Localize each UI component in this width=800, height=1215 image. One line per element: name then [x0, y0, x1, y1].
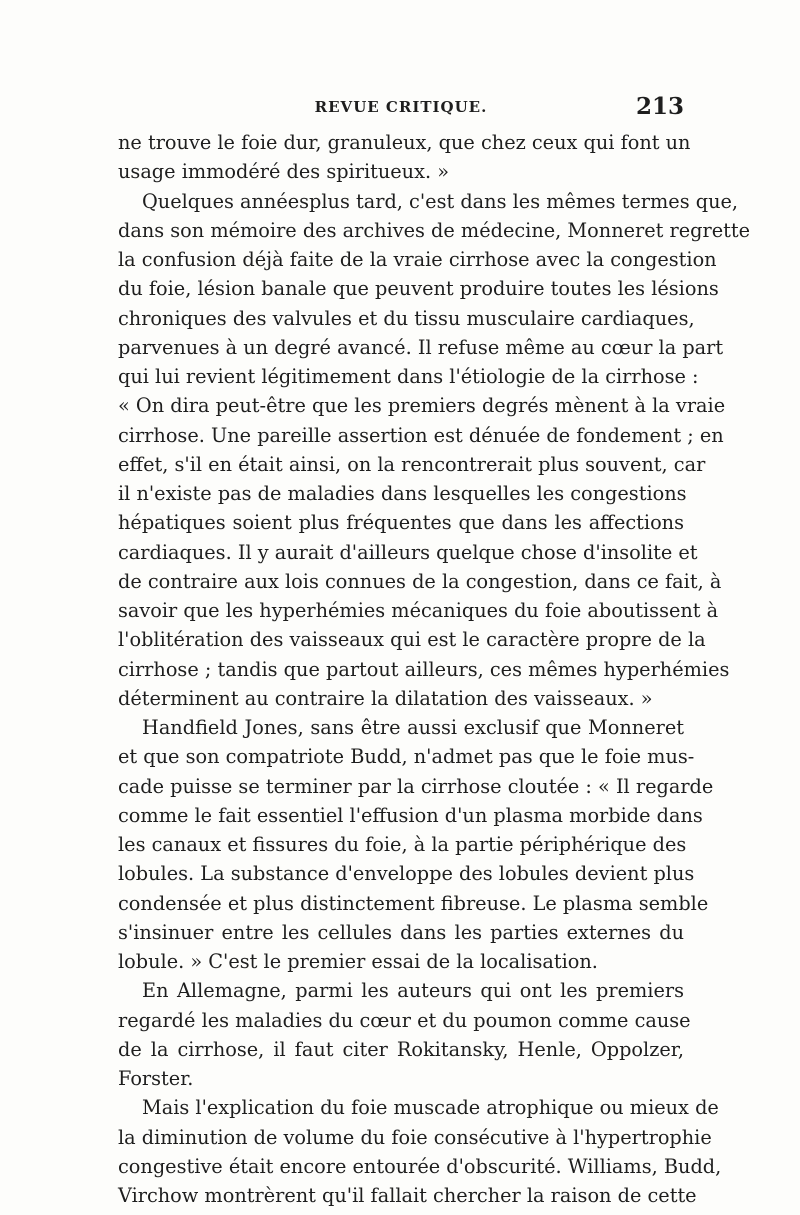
- text-line: « On dira peut-être que les premiers degrés mènent à la vraie: [118, 394, 726, 418]
- text-line: hépatiques soient plus fréquentes que dans les affections: [118, 511, 684, 535]
- body-text: [118, 128, 751, 1210]
- text-line: déterminent au contraire la dilatation des vaisseaux. »: [118, 686, 653, 710]
- text-line: cade puisse se terminer par la cirrhose cloutée : « Il regarde: [118, 774, 714, 798]
- text-line: cirrhose. Une pareille assertion est dénuée de fondement ; en: [118, 423, 724, 447]
- text-line: comme le fait essentiel l'effusion d'un plasma morbide dans: [118, 803, 703, 827]
- text-line: savoir que les hyperhémies mécaniques du foie aboutissent à: [118, 599, 719, 622]
- text-line: dans son mémoire des archives de médecine, Monneret regrette: [118, 218, 751, 242]
- text-line: ne trouve le foie dur, granuleux, que chez ceux qui font un: [118, 131, 691, 154]
- text-line: Handfield Jones, sans être aussi exclusif que Monneret: [142, 716, 684, 739]
- text-line: et que son compatriote Budd, n'admet pas que le foie mus-: [118, 745, 695, 769]
- running-title: REVUE CRITIQUE.: [314, 98, 488, 116]
- text-line: En Allemagne, parmi les auteurs qui ont les premiers: [142, 979, 684, 1003]
- text-line: qui lui revient légitimement dans l'étiologie de la cirrhose :: [118, 365, 699, 388]
- text-line: congestive était encore entourée d'obscurité. Williams, Budd,: [118, 1154, 722, 1178]
- text-line: chroniques des valvules et du tissu musculaire cardiaques,: [118, 306, 695, 330]
- page-number: 213: [635, 93, 684, 120]
- text-line: condensée et plus distinctement fibreuse. Le plasma semble: [118, 891, 709, 915]
- text-line: de la cirrhose, il faut citer Rokitansky, Henle, Oppolzer,: [118, 1037, 684, 1061]
- text-line: Quelques annéesplus tard, c'est dans les mêmes termes que,: [142, 189, 739, 213]
- text-line: regardé les maladies du cœur et du poumon comme cause: [118, 1008, 691, 1032]
- text-line: l'oblitération des vaisseaux qui est le caractère propre de la: [118, 628, 706, 652]
- text-line: Mais l'explication du foie muscade atrophique ou mieux de: [142, 1096, 719, 1120]
- text-line: la confusion déjà faite de la vraie cirrhose avec la congestion: [118, 248, 717, 271]
- text-line: s'insinuer entre les cellules dans les parties externes du: [118, 920, 684, 944]
- text-line: Forster.: [118, 1067, 194, 1090]
- text-line: usage immodéré des spiritueux. »: [118, 160, 450, 184]
- text-line: il n'existe pas de maladies dans lesquelles les congestions: [118, 482, 687, 505]
- text-line: la diminution de volume du foie consécutive à l'hypertrophie: [118, 1125, 712, 1149]
- text-line: cardiaques. Il y aurait d'ailleurs quelque chose d'insolite et: [118, 540, 698, 564]
- text-line: effet, s'il en était ainsi, on la rencontrerait plus souvent, car: [118, 452, 706, 476]
- page-header: [118, 93, 684, 126]
- text-line: les canaux et fissures du foie, à la partie périphérique des: [118, 833, 687, 856]
- text-line: Virchow montrèrent qu'il fallait chercher la raison de cette: [118, 1184, 697, 1207]
- text-line: cirrhose ; tandis que partout ailleurs, ces mêmes hyperhémies: [118, 657, 730, 681]
- text-line: de contraire aux lois connues de la congestion, dans ce fait, à: [118, 569, 722, 593]
- text-line: du foie, lésion banale que peuvent produire toutes les lésions: [118, 277, 719, 301]
- text-line: lobules. La substance d'enveloppe des lobules devient plus: [118, 862, 695, 886]
- text-line: lobule. » C'est le premier essai de la localisation.: [118, 950, 598, 973]
- text-line: parvenues à un degré avancé. Il refuse même au cœur la part: [118, 335, 724, 359]
